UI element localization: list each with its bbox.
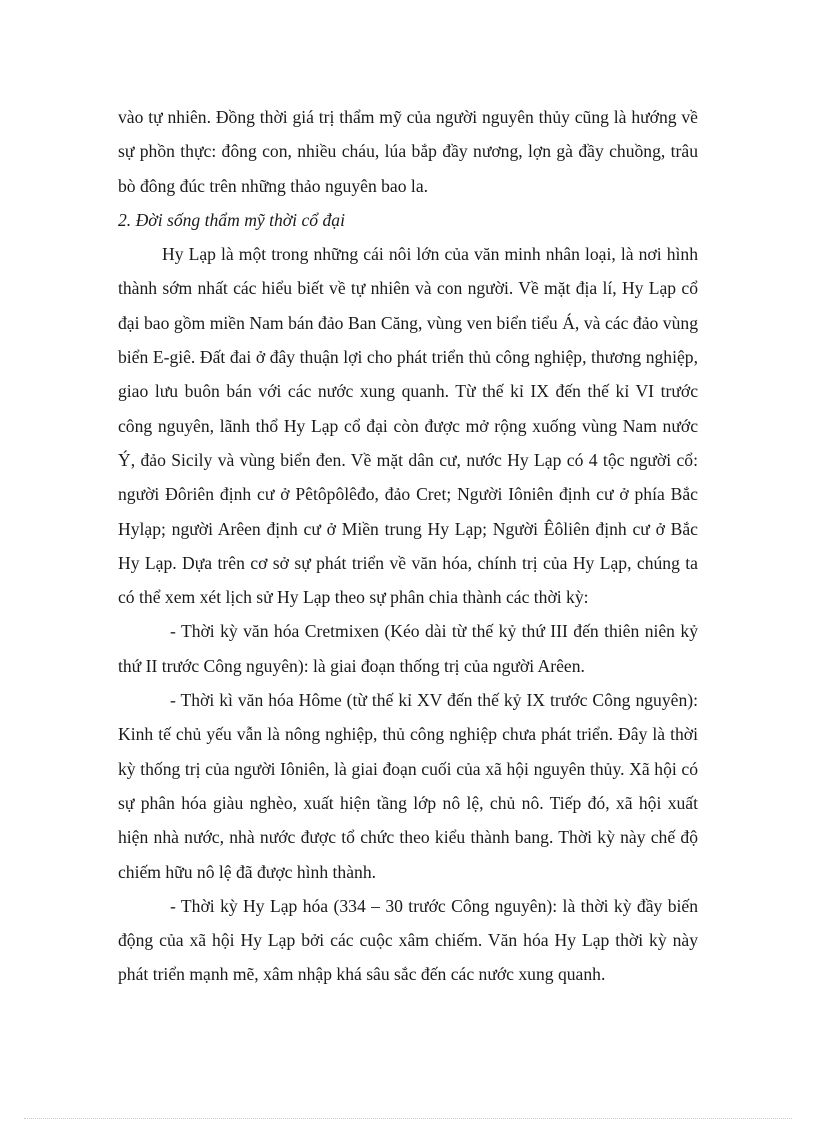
document-page: [118, 100, 698, 992]
list-item-home: - Thời kì văn hóa Hôme (từ thế kỉ XV đến thế kỷ IX trước Công nguyên): Kinh tế chủ yếu vẫn là nông nghiệp, thủ công nghiệp chưa phát triển. Đây là thời kỳ thống trị của người Iôniên, là giai đoạn cuối của xã hội nguyên thủy. Xã hội có sự phân hóa giàu nghèo, xuất hiện tầng lớp nô lệ, chủ nô. Tiếp đó, xã hội xuất hiện nhà nước, nhà nước được tổ chức theo kiểu thành bang. Thời kỳ này chế độ chiếm hữu nô lệ đã được hình thành.: [118, 690, 698, 882]
list-item-hellenistic: - Thời kỳ Hy Lạp hóa (334 – 30 trước Công nguyên): là thời kỳ đầy biến động của xã hội Hy Lạp bởi các cuộc xâm chiếm. Văn hóa Hy Lạp thời kỳ này phát triển mạnh mẽ, xâm nhập khá sâu sắc đến các nước xung quanh.: [118, 895, 698, 985]
paragraph-greece-overview: Hy Lạp là một trong những cái nôi lớn của văn minh nhân loại, là nơi hình thành sớm nhất các hiểu biết về tự nhiên và con người. Về mặt địa lí, Hy Lạp cổ đại bao gồm miền Nam bán đảo Ban Căng, vùng ven biển tiểu Á, và các đảo vùng biển E-giê. Đất đai ở đây thuận lợi cho phát triển thủ công nghiệp, thương nghiệp, giao lưu buôn bán với các nước xung quanh. Từ thế kỉ IX đến thế kỉ VI trước công nguyên, lãnh thổ Hy Lạp cổ đại còn được mở rộng xuống vùng Nam nước Ý, đảo Sicily và vùng biển đen. Về mặt dân cư, nước Hy Lạp có 4 tộc người cổ: người Đôriên định cư ở Pêtôpôlêđo, đảo Cret; Người Iôniên định cư ở phía Bắc Hylạp; người Arêen định cư ở Miền trung Hy Lạp; Người Êôliên định cư ở Bắc Hy Lạp. Dựa trên cơ sở sự phát triển về văn hóa, chính trị của Hy Lạp, chúng ta có thể xem xét lịch sử Hy Lạp theo sự phân chia thành các thời kỳ:: [118, 244, 698, 608]
list-item-cretmixen: - Thời kỳ văn hóa Cretmixen (Kéo dài từ thế kỷ thứ III đến thiên niên kỷ thứ II trước Công nguyên): là giai đoạn thống trị của người Arêen.: [118, 621, 698, 676]
section-heading: 2. Đời sống thẩm mỹ thời cổ đại: [118, 209, 345, 230]
page-bottom-divider: [24, 1118, 792, 1119]
paragraph-continuation: vào tự nhiên. Đồng thời giá trị thẩm mỹ của người nguyên thủy cũng là hướng về sự phồn thực: đông con, nhiều cháu, lúa bắp đầy nương, lợn gà đầy chuồng, trâu bò đông đúc trên những thảo nguyên bao la.: [118, 107, 698, 196]
